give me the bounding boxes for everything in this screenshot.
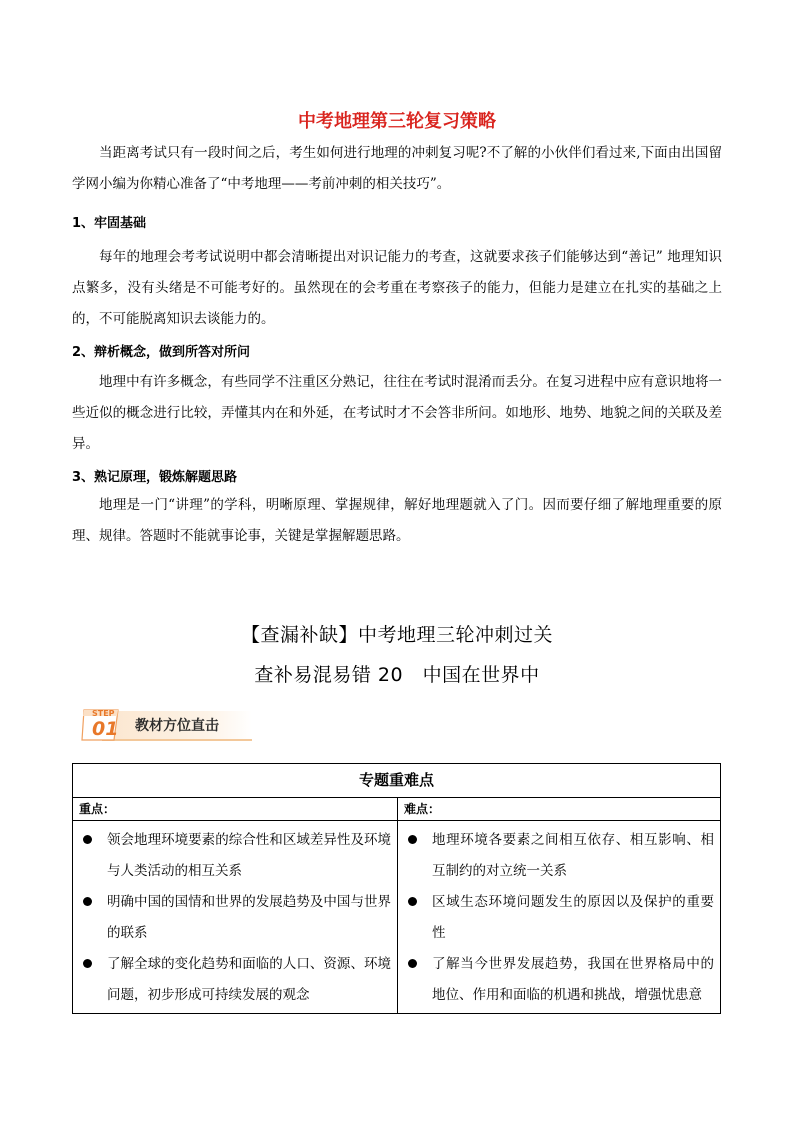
list-item: [398, 949, 720, 1011]
section-heading-3: 3、熟记原理，锻炼解题思路: [72, 470, 238, 485]
bullet-icon: [83, 835, 92, 844]
difficult-points-column: [398, 798, 720, 1013]
list-item-text: 明确中国的国情和世界的发展趋势及中国与世界的联系: [107, 894, 391, 941]
key-points-header: 重点：: [73, 798, 397, 821]
bullet-icon: [83, 897, 92, 906]
key-points-list: [73, 821, 397, 1011]
list-item-text: 区域生态环境问题发生的原因以及保护的重要性: [432, 894, 714, 941]
subtitle-topic: 查补易混易错 20 中国在世界中: [254, 664, 540, 686]
step-number: 01: [92, 718, 119, 740]
step-word: STEP: [92, 709, 115, 718]
list-item: [73, 949, 397, 1011]
intro-paragraph: 当距离考试只有一段时间之后，考生如何进行地理的冲刺复习呢?不了解的小伙伴们看过来,下面由出国留学网小编为你精心准备了“中考地理——考前冲刺的相关技巧”。: [72, 145, 722, 192]
bullet-icon: [83, 959, 92, 968]
section-text-3: 地理是一门“讲理”的学科，明晰原理、掌握规律，解好地理题就入了门。因而要仔细了解地理重要的原理、规律。答题时不能就事论事，关键是掌握解题思路。: [72, 497, 722, 544]
key-points-table: [72, 763, 721, 1014]
step-label: 教材方位直击: [135, 718, 219, 734]
difficult-points-header: 难点：: [398, 798, 720, 821]
list-item-text: 了解当今世界发展趋势，我国在世界格局中的地位、作用和面临的机遇和挑战，增强忧患意: [432, 956, 714, 1003]
document-title: 中考地理第三轮复习策略: [298, 111, 496, 132]
list-item-text: 地理环境各要素之间相互依存、相互影响、相互制约的对立统一关系: [432, 832, 714, 879]
section-text-2: 地理中有许多概念，有些同学不注重区分熟记，往往在考试时混淆而丢分。在复习进程中应有意识地将一些近似的概念进行比较，弄懂其内在和外延，在考试时才不会答非所问。如地形、地势、地貌之间的关联及差异。: [72, 374, 722, 452]
subtitle-checkup: 【查漏补缺】中考地理三轮冲刺过关: [240, 624, 553, 646]
list-item-text: 领会地理环境要素的综合性和区域差异性及环境与人类活动的相互关系: [107, 832, 391, 879]
section-heading-2: 2、辩析概念，做到所答对所问: [72, 345, 251, 360]
difficult-points-list: [398, 821, 720, 1011]
list-item: [73, 825, 397, 887]
section-text-1: 每年的地理会考考试说明中都会清晰提出对识记能力的考查，这就要求孩子们能够达到“善记” 地理知识点繁多，没有头绪是不可能考好的。虽然现在的会考重在考察孩子的能力，但能力是建立在扎实的基础之上的，不可能脱离知识去谈能力的。: [72, 249, 722, 327]
bullet-icon: [408, 835, 417, 844]
section-heading-1: 1、牢固基础: [72, 216, 147, 231]
bullet-icon: [408, 897, 417, 906]
list-item: [398, 825, 720, 887]
list-item: [73, 887, 397, 949]
table-header: 专题重难点: [73, 764, 720, 798]
key-points-column: [73, 798, 398, 1013]
list-item-text: 了解全球的变化趋势和面临的人口、资源、环境问题，初步形成可持续发展的观念: [107, 956, 391, 1003]
list-item: [398, 887, 720, 949]
table-columns: [73, 798, 720, 1013]
step-banner: [80, 707, 252, 743]
bullet-icon: [408, 959, 417, 968]
